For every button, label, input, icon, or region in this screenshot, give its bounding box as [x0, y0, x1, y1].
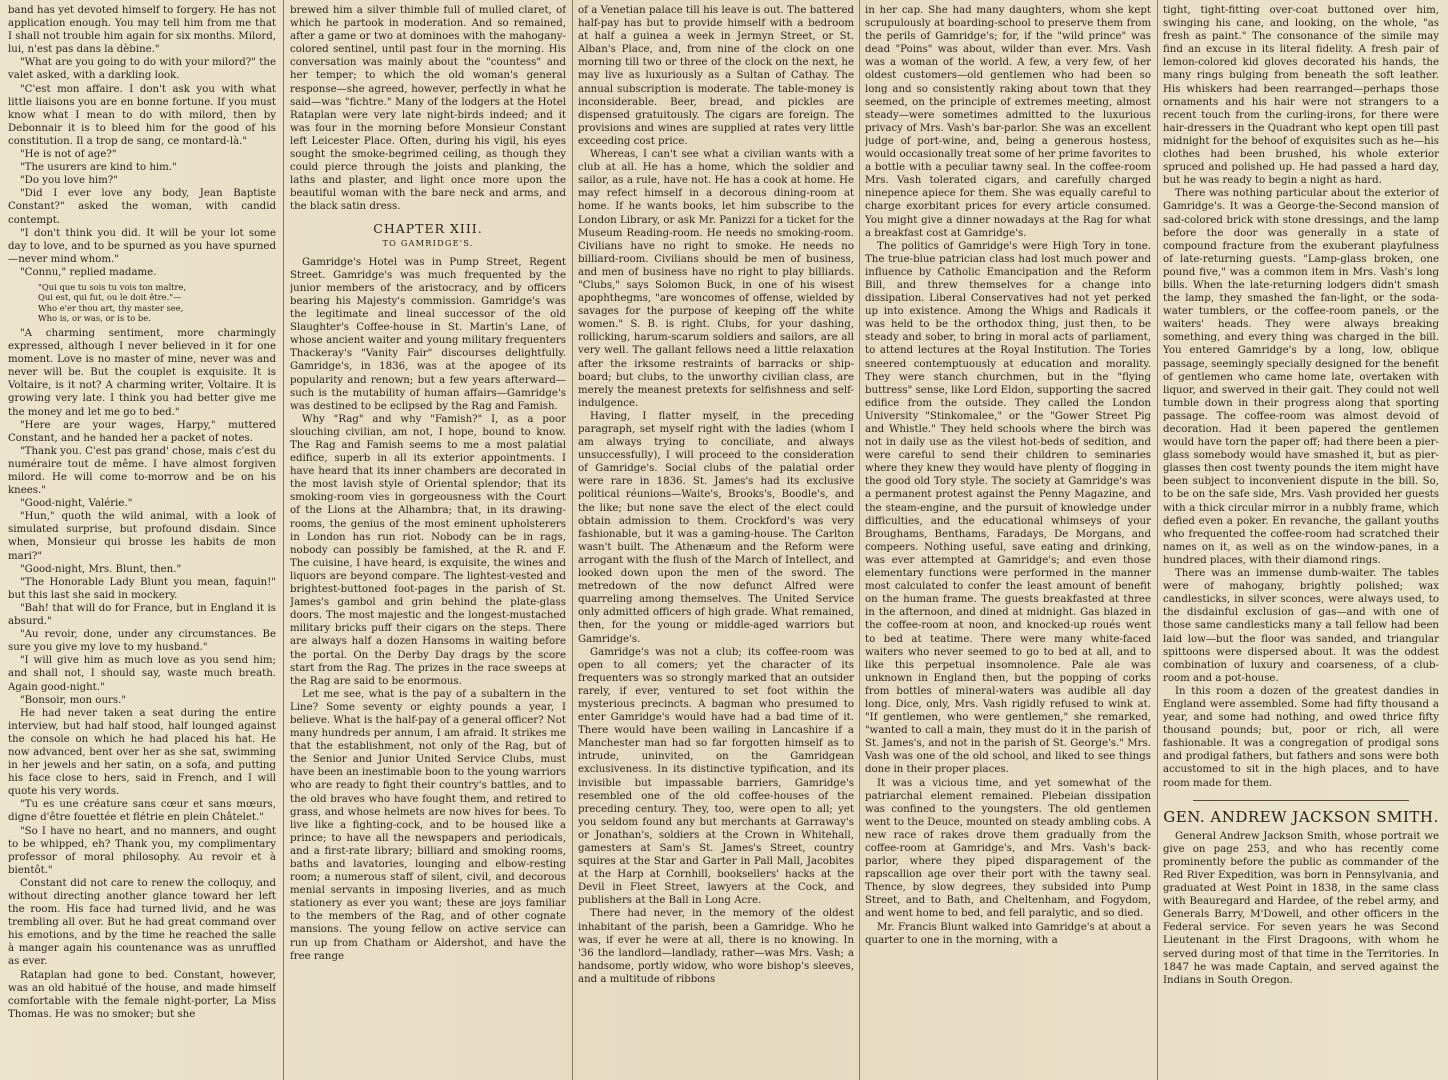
paragraph: "Good-night, Mrs. Blunt, then.": [20, 563, 182, 575]
verse-line: Qui est, qui fut, ou le doit être."—: [38, 292, 182, 303]
paragraph: "Thank you. C'est pas grand' chose, mais c'est du numéraire tout de même. I have almost forgiven milord. He will come to-morrow and be on his knees.": [8, 445, 276, 497]
paragraph: "So I have no heart, and no manners, and ought to be whipped, eh? Thank you, my complimentary professor of moral philosophy. Au revoir et à bientôt.": [8, 825, 276, 876]
column-2: [290, 4, 566, 1076]
paragraph: "The Honorable Lady Blunt you mean, faquin!" but this last she said in mockery.: [8, 576, 276, 601]
paragraph: Why "Rag" and why "Famish?" I, as a poor slouching civilian, am not, I hope, bound to know. The Rag and Famish seems to me a most palatial edifice, superb in all its exterior appointments. I have heard that its inner chambers are decorated in the most lavish style of Oriental splendor; that its smoking-room vies in gorgeousness with the Court of the Lions at the Alhambra; that, in its drawing-rooms, the genius of the most eminent upholsterers in London has run riot. Nobody can be in rags, nobody can possibly be famished, at the R. and F. The cuisine, I have heard, is exquisite, the wines and liquors are beyond compare. The lightest-vested and brightest-buttoned foot-pages in the parish of St. James's gambol and grin behind the plate-glass doors. The most majestic and the longest-mustached military bricks puff their cigars on the steps. There are always half a dozen Hansoms in waiting before the portal. On the Derby Day drags by the score start from the Rag. The prizes in the race sweeps at the Rag are said to be enormous.: [290, 413, 566, 687]
paragraph: Having, I flatter myself, in the preceding paragraph, set myself right with the ladies (whom I am always trying to conciliate, and always unsuccessfully), I will proceed to the consideration of Gamridge's. Social clubs of the palatial order were rare in 1836. St. James's had its exclusive political réunions—Waite's, Brooks's, Boodle's, and the like; but none save the elect of the elect could obtain admission to them. Crockford's was very fashionable, but it was a gaming-house. The Carlton wasn't built. The Athenæum and the Reform were arrogant with the flush of the March of Intellect, and looked down upon the men of the sword. The metredown of the now defunct Alfred were quarreling among themselves. The United Service only admitted officers of high grade. What remained, then, for the young or middle-aged warriors but Gamridge's.: [578, 410, 854, 645]
paragraph: "What are you going to do with your milord?" the valet asked, with a darkling look.: [8, 57, 276, 82]
paragraph: Let me see, what is the pay of a subaltern in the Line? Some seventy or eighty pounds a year, I believe. What is the half-pay of a general officer? Not many hundreds per annum, I am afraid. It strikes me that the establishment, not only of the Rag, but of the Senior and Junior United Service Clubs, must have been an inestimable boon to the young warriors who are ready to fight their country's battles, and to the old braves who have fought them, and retired to grass, and whose helmets are now hives for bees. To live like a fighting-cock, and to be housed like a prince; to have all the newspapers and periodicals, and a first-rate library; billiard and smoking rooms, baths and lavatories, lounging and elbow-resting room; a numerous staff of silent, civil, and decorous menial servants in imposing liveries, and as much stationery as ever you want; these are joys familiar to the members of the Rag, and of other cognate mansions. The young fellow on active service can run up from Chatham or Aldershot, and have the free range: [290, 688, 566, 962]
column-1: [8, 4, 276, 1076]
paragraph: tight, tight-fitting over-coat buttoned over him, swinging his cane, and looking, on the whole, "as fresh as paint." The consonance of the simile may find an excuse in its literal fidelity. A fresh pair of lemon-colored kid gloves decorated his hands, the many rings bulging from beneath the soft leather. His whiskers had been rearranged—perhaps those ornaments and his hair were not strangers to a recent touch from the curling-irons, for there were hair-dressers in the Quadrant who kept open till past midnight for the behoof of exquisites such as he—his clothes had been brushed, his whole exterior spruced and polished up. He had passed a hard day, but he was ready to begin a night as hard.: [1163, 5, 1439, 187]
chapter-title: CHAPTER XIII.: [373, 220, 483, 236]
column-3: [578, 4, 854, 1076]
paragraph: The politics of Gamridge's were High Tory in tone. The true-blue patrician class had lost much power and influence by Catholic Emancipation and the Reform Bill, and threw themselves for a change into dissipation. Liberal Conservatives had not yet perked up into existence. Among the Whigs and Radicals it was held to be the orthodox thing, just then, to be steady and sober, to bring in moral acts of parliament, to attend lectures at the Royal Institution. The Tories sneered contemptuously at education and morality. They were stanch churchmen, but in the "flying buttress" sense, like Lord Eldon, supporting the sacred edifice from the outside. They called the London University "Stinkomalee," or the "Gower Street Pig and Whistle." They held schools where the birch was not in daily use as the vilest hot-beds of sedition, and were careful to send their children to seminaries where they knew they would have plenty of flogging in the good old Tory style. The society at Gamridge's was a permanent protest against the Penny Magazine, and the steam-engine, and the pursuit of knowledge under difficulties, and the educational whimseys of your Broughams, Benthams, Faradays, De Morgans, and compeers. Nothing useful, save eating and drinking, was ever attempted at Gamridge's; and even those elementary functions were performed in the manner most calculated to confer the least amount of benefit on the human frame. The guests breakfasted at three in the afternoon, and dined at midnight. Gas blazed in the coffee-room at noon, and knocked-up roués went to bed at teatime. There were many white-faced waiters who never seemed to go to bed at all, and to like this perpetual insomnolence. Pale ale was unknown in England then, but the popping of corks from bottles of mineral-waters was audible all day long. Dice, only, Mrs. Vash rigidly refused to wink at. "If gentlemen, who were gentlemen," she remarked, "wanted to call a main, they must do it in the parish of St. James's, and not in the parish of St. George's." Mrs. Vash was one of the old school, and liked to see things done in their proper places.: [865, 240, 1151, 776]
paragraph: "Here are your wages, Harpy," muttered Constant, and he handed her a packet of notes.: [8, 419, 276, 444]
paragraph: "A charming sentiment, more charmingly expressed, although I never believed in it for one moment. Love is no master of mine, never was and never will be. But the couplet is exquisite. It is Voltaire, is it not? A charming writer, Voltaire. It is growing very late. I think you had better give me the money and let me go to bed.": [8, 327, 276, 418]
paragraph: "Au revoir, done, under any circumstances. Be sure you give my love to my husband.": [8, 629, 276, 654]
paragraph: "Tu es une créature sans cœur et sans mœurs, digne d'être fouettée et flétrie en plein Châtelet.": [8, 799, 276, 824]
paragraph: Constant did not care to renew the colloquy, and without directing another glance toward her left the room. His face had turned livid, and he was trembling all over. But he had great command over his emotions, and by the time he reached the salle à manger again his countenance was as unruffled as ever.: [8, 877, 276, 968]
verse-line: Who is, or was, or is to be.: [38, 313, 151, 324]
column-rule: [572, 0, 573, 1080]
paragraph: There was an immense dumb-waiter. The tables were of mahogany, brightly polished; wax candlesticks, in silver sconces, were always used, to the disdainful exclusion of gas—and with one of those same candlesticks many a tall fellow had been laid low—but the floor was sanded, and triangular spittoons were dispersed about. It was the oddest combination of luxury and coarseness, of a club-room and a pot-house.: [1163, 568, 1439, 684]
paragraph: There had never, in the memory of the oldest inhabitant of the parish, been a Gamridge. Who he was, if ever he were at all, there is no knowing. In '36 the landlord—landlady, rather—was Mrs. Vash; a handsome, portly widow, who wore bishop's sleeves, and a multitude of ribbons: [578, 908, 854, 985]
paragraph: of a Venetian palace till his leave is out. The battered half-pay has but to provide himself with a bedroom at half a guinea a week in Jermyn Street, or St. Alban's Place, and, from nine of the clock on one morning till two or three of the clock on the next, he may live as luxuriously as a Sultan of Cathay. The annual subscription is moderate. The table-money is inconsiderable. Beer, bread, and pickles are dispensed gratuitously. The cigars are foreign. The provisions and wines are supplied at rates very little exceeding cost price.: [578, 5, 854, 147]
paragraph: In this room a dozen of the greatest dandies in England were assembled. Some had fifty thousand a year, and some had nothing, and owed thrice fifty thousand pounds; but, poor or rich, all were fashionable. It was a congregation of prodigal sons and prodigal fathers, but fathers and sons were both accustomed to sit in the high places, and to have room made for them.: [1163, 685, 1439, 789]
paragraph: He had never taken a seat during the entire interview, but had half stood, half lounged against the console on which he had placed his hat. He now advanced, bent over her as she sat, swimming in her jewels and her satin, on a sofa, and putting his face close to hers, said in French, and I will quote his very words.: [8, 707, 276, 798]
column-rule: [283, 0, 284, 1080]
paragraph: Whereas, I can't see what a civilian wants with a club at all. He has a home, which the soldier and sailor, as a rule, have not. He has a cook at home. He may refect himself in a decorous dining-room at home. If he wants books, let him subscribe to the London Library, or ask Mr. Panizzi for a ticket for the Museum Reading-room. He needs no smoking-room. Civilians have no right to smoke. He needs no billiard-room. Civilians should be men of business, and men of business have no right to play billiards. "Clubs," says Solomon Buck, in one of his wisest apophthegms, "are woncomes of offense, wielded by savages for the purpose of keeping off the white women." S. B. is right. Clubs, for your dashing, rollicking, harum-scarum soldiers and sailors, are all very well. The gallant fellows need a little relaxation after the irksome restraints of barracks or ship-board; but clubs, to the unworthy civilian class, are merely the meanest pretexts for selfishness and self-indulgence.: [578, 149, 854, 409]
verse-quote: [38, 282, 276, 324]
chapter-subtitle: TO GAMRIDGE'S.: [382, 237, 474, 248]
article-title: GEN. ANDREW JACKSON SMITH.: [1163, 807, 1439, 826]
article-body: General Andrew Jackson Smith, whose portrait we give on page 253, and who has recently come prominently before the public as commander of the Red River Expedition, was born in Pennsylvania, and graduated at West Point in 1838, in the same class with Beauregard and Hardee, of the rebel army, and Generals Barry, M'Dowell, and other officers in the Federal service. For seven years he was Second Lieutenant in the First Dragoons, with whom he served during most of that time in the Territories. In 1847 he was made Captain, and served against the Indians in South Oregon.: [1163, 830, 1439, 986]
paragraph: "I will give him as much love as you send him; and shall not, I should say, waste much breath. Again good-night.": [8, 655, 276, 693]
section-divider: [1193, 800, 1409, 801]
verse-line: Who e'er thou art, thy master see,: [38, 302, 184, 313]
paragraph: Mr. Francis Blunt walked into Gamridge's at about a quarter to one in the morning, with a: [865, 921, 1151, 946]
paragraph: Gamridge's Hotel was in Pump Street, Regent Street. Gamridge's was much frequented by the junior members of the aristocracy, and by officers bearing his Majesty's commission. Gamridge's was the legitimate and lineal successor of the old Slaughter's Coffee-house in St. Martin's Lane, of whose ancient waiter and young military frequenters Thackeray's "Vanity Fair" discourses delightfully. Gamridge's, in 1836, was at the apogee of its popularity and renown; but a few years afterward—such is the mutability of human affairs—Gamridge's was destined to be eclipsed by the Rag and Famish.: [290, 256, 566, 412]
paragraph: Gamridge's was not a club; its coffee-room was open to all comers; yet the character of its frequenters was so strongly marked that an outsider rarely, if ever, ventured to set foot within the mysterious precincts. A bagman who presumed to enter Gamridge's would have had a bad time of it. There would have been wailing in Lancashire if a Manchester man had so far forgotten himself as to intrude, uninvited, on the Gamridgean exclusiveness. In its distinctive typification, and its invisible but impassable barriers, Gamridge's resembled one of the old coffee-houses of the preceding century. They, too, were open to all; yet you seldom found any but merchants at Garraway's or Jonathan's, soldiers at the Crown in Whitehall, gamesters at Sam's St. James's Street, country squires at the Star and Garter in Pall Mall, Jacobites at the Harp at Cornhill, booksellers' hacks at the Devil in Fleet Street, lawyers at the Cock, and publishers at the Ball in Long Acre.: [578, 646, 854, 907]
paragraph: "The usurers are kind to him.": [20, 162, 177, 174]
paragraph: "Did I ever love any body, Jean Baptiste Constant?" asked the woman, with candid contempt.: [8, 188, 276, 226]
paragraph: "Connu," replied madame.: [20, 266, 157, 278]
paragraph: "I don't think you did. It will be your lot some day to love, and to be spurned as you have spurned—never mind whom.": [8, 227, 276, 265]
column-rule: [1157, 0, 1158, 1080]
column-4: [865, 4, 1151, 1076]
paragraph: brewed him a silver thimble full of mulled claret, of which he partook in moderation. And so remained, after a game or two at dominoes with the mahogany-colored sentinel, until past four in the morning. His conversation was mainly about the "countess" and her temper; to which the old woman's general response—she agreed, however, perfectly in what he said—was "fichtre." Many of the lodgers at the Hotel Rataplan were very late night-birds indeed; and it was four in the morning before Monsieur Constant left Leicester Place. Often, during his vigil, his eyes sought the smoke-begrimed ceiling, as though they could pierce through the joists and planking, the laths and plaster, and light once more upon the beautiful woman with the bare neck and arms, and the black satin dress.: [290, 5, 566, 213]
column-5: [1163, 4, 1439, 1076]
paragraph: There was nothing particular about the exterior of Gamridge's. It was a George-the-Second mansion of sad-colored brick with stone dressings, and the lamp before the door was generally in a state of compound fracture from the exuberant playfulness of late-returning guests. "Lamp-glass broken, one pound five," was a common item in Mrs. Vash's long bills. When the late-returning lodgers didn't smash the lamp, they smashed the fan-light, or the soda-water tumblers, or the coffee-room panels, or the waiters' heads. They were always breaking something, and every thing was charged in the bill. You entered Gamridge's by a long, low, oblique passage, seemingly specially designed for the benefit of gentlemen who came home late, overtaken with liquor, and swerved in their gait. They could not well tumble down in their progress along that sporting passage. The coffee-room was almost devoid of decoration. Had it been papered the gentlemen would have torn the paper off; had there been a pier-glass somebody would have smashed it, but as pier-glasses then cost twenty pounds the item might have been subject to inconvenient dispute in the bill. So, to be on the safe side, Mrs. Vash provided her guests with a thick circular mirror in a nubbly frame, which defied even a poker. En revanche, the gallant youths who frequented the coffee-room had scratched their names on it, as well as on the window-panes, in a hundred places, with their diamond rings.: [1163, 188, 1439, 566]
paragraph: in her cap. She had many daughters, whom she kept scrupulously at boarding-school to preserve them from the perils of Gamridge's; for, if the "wild prince" was dead "Poins" was about, wilder than ever. Mrs. Vash was a woman of the world. A few, a very few, of her oldest customers—old gentlemen who had been so long and so consistently raking about town that they seemed, on the principle of extremes meeting, almost steady—were sometimes admitted to the luxurious privacy of Mrs. Vash's bar-parlor. She was an excellent judge of port-wine, and, being a generous hostess, would occasionally treat some of her prime favorites to a bottle with a peculiar tawny seal. In the coffee-room Mrs. Vash tolerated cigars, and carefully charged ninepence apiece for them. She was equally careful to charge exorbitant prices for every article consumed. You might give a dinner nowadays at the Rag for what a breakfast cost at Gamridge's.: [865, 5, 1151, 239]
paragraph: "C'est mon affaire. I don't ask you with what little liaisons you are en bonne fortune. If you must know what I mean to do with milord, then by Debonnair it is to bleed him for the good of his constitution. Il a trop de sang, ce montard-là.": [8, 83, 276, 147]
paragraph: Rataplan had gone to bed. Constant, however, was an old habitué of the house, and made himself comfortable with the female night-porter, La Miss Thomas. He was no smoker; but she: [8, 969, 276, 1020]
paragraph: "Bonsoir, mon ours.": [20, 694, 127, 706]
paragraph: It was a vicious time, and yet somewhat of the patriarchal element remained. Plebeian dissipation was confined to the youngsters. The old gentlemen went to the Deuce, mounted on steady ambling cobs. A new race of rakes drove them gradually from the coffee-room at Gamridge's, and Mrs. Vash's back-parlor, where they piped disparagement of the rapscallion age over their port with the tawny seal. Thence, by slow degrees, they subsided into Pump Street, and to Bath, and Cheltenham, and Fogydom, and went home to bed, and fell paralytic, and so died.: [865, 777, 1151, 920]
paragraph: "Bah! that will do for France, but in England it is absurd.": [8, 602, 276, 628]
paragraph: band has yet devoted himself to forgery. He has not application enough. You may tell him from me that I shall not trouble him again for six months. Milord, lui, n'est pas dans la dèbine.": [8, 5, 276, 56]
paragraph: "He is not of age?": [20, 149, 117, 161]
paragraph: "Hun," quoth the wild animal, with a look of simulated surprise, but profound disdain. Since when, Monsieur qui brosse les habits de mon mari?": [8, 511, 276, 562]
column-rule: [859, 0, 860, 1080]
paragraph: "Do you love him?": [20, 175, 118, 187]
verse-line: "Qui que tu sois tu vois ton maître,: [38, 281, 187, 292]
paragraph: "Good-night, Valérie.": [20, 498, 133, 510]
